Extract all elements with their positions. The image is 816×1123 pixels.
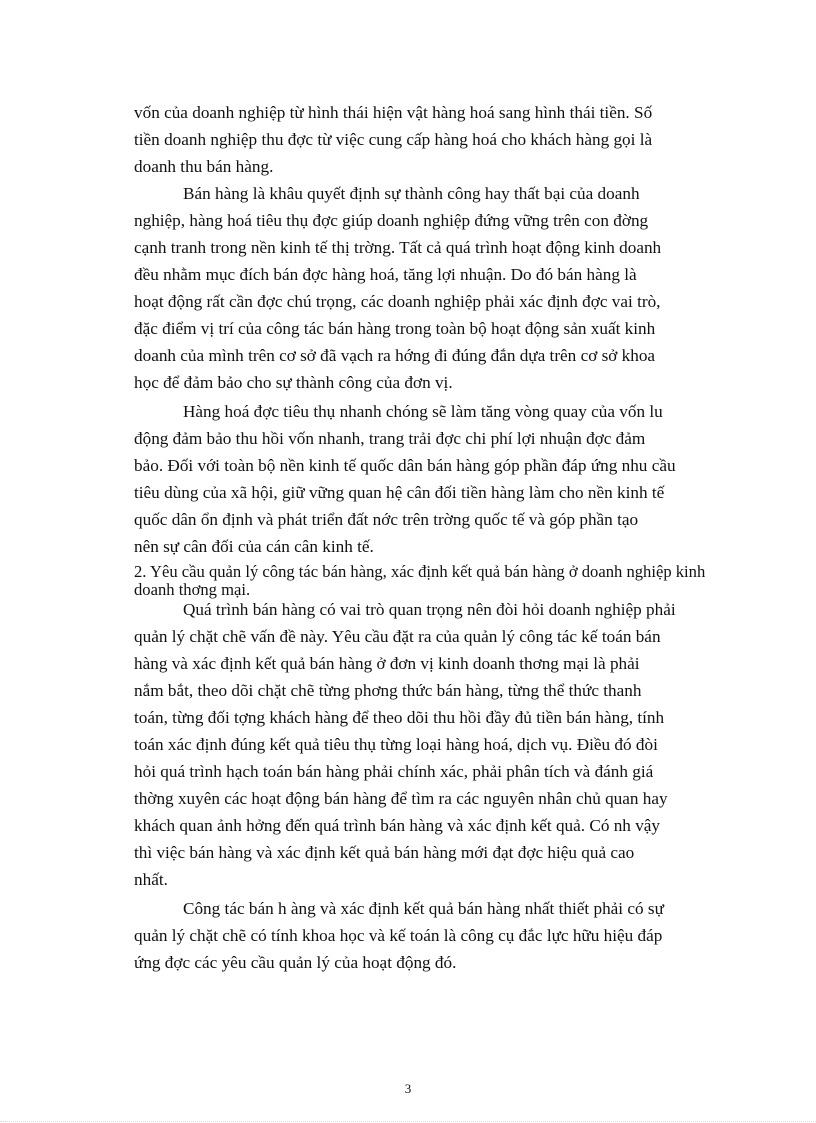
paragraph-line: nhất. (134, 870, 168, 889)
section-heading: 2. Yêu cầu quản lý công tác bán hàng, xác định kết quả bán hàng ở doanh nghiệp kinh (134, 562, 706, 581)
paragraph-line: động đảm bảo thu hồi vốn nhanh, trang trải đợc chi phí lợi nhuận đợc đảm (134, 429, 646, 448)
paragraph-line: Hàng hoá đợc tiêu thụ nhanh chóng sẽ làm tăng vòng quay của vốn lu (183, 402, 663, 421)
paragraph-line: ứng đợc các yêu cầu quản lý của hoạt động đó. (134, 953, 457, 972)
paragraph-line: vốn của doanh nghiệp từ hình thái hiện vật hàng hoá sang hình thái tiền. Số (134, 103, 653, 122)
paragraph-line: hoạt động rất cần đợc chú trọng, các doanh nghiệp phải xác định đợc vai trò, (134, 292, 661, 311)
paragraph-line: nghiệp, hàng hoá tiêu thụ đợc giúp doanh nghiệp đứng vững trên con đờng (134, 211, 649, 230)
paragraph-line: bảo. Đối với toàn bộ nền kinh tế quốc dân bán hàng góp phần đáp ứng nhu cầu (134, 456, 676, 475)
paragraph-line: toán xác định đúng kết quả tiêu thụ từng loại hàng hoá, dịch vụ. Điều đó đòi (134, 735, 658, 754)
paragraph-line: học để đảm bảo cho sự thành công của đơn vị. (134, 373, 453, 392)
paragraph-line: thờng xuyên các hoạt động bán hàng để tìm ra các nguyên nhân chủ quan hay (134, 789, 668, 808)
paragraph-line: khách quan ảnh hởng đến quá trình bán hàng và xác định kết quả. Có nh vậy (134, 816, 661, 835)
paragraph-line: hỏi quá trình hạch toán bán hàng phải chính xác, phải phân tích và đánh giá (134, 762, 654, 781)
paragraph-line: quốc dân ổn định và phát triển đất nớc trên trờng quốc tế và góp phần tạo (134, 510, 639, 529)
paragraph-line: Công tác bán h àng và xác định kết quả bán hàng nhất thiết phải có sự (183, 899, 664, 918)
paragraph-line: thì việc bán hàng và xác định kết quả bán hàng mới đạt đợc hiệu quả cao (134, 843, 635, 862)
paragraph-line: hàng và xác định kết quả bán hàng ở đơn vị kinh doanh thơng mại là phải (134, 654, 640, 673)
paragraph-line: tiền doanh nghiệp thu đợc từ việc cung cấp hàng hoá cho khách hàng gọi là (134, 130, 653, 149)
section-heading: doanh thơng mại. (134, 580, 251, 599)
paragraph-line: quản lý chặt chẽ có tính khoa học và kế toán là công cụ đắc lực hữu hiệu đáp (134, 926, 663, 945)
paragraph-line: đặc điểm vị trí của công tác bán hàng trong toàn bộ hoạt động sản xuất kinh (134, 319, 656, 338)
paragraph-line: tiêu dùng của xã hội, giữ vững quan hệ cân đối tiền hàng làm cho nền kinh tế (134, 483, 665, 502)
page-number: 3 (404, 1081, 412, 1096)
paragraph-line: nên sự cân đối của cán cân kinh tế. (134, 537, 374, 556)
paragraph-line: nắm bắt, theo dõi chặt chẽ từng phơng thức bán hàng, từng thể thức thanh (134, 681, 642, 700)
paragraph-line: toán, từng đối tợng khách hàng để theo dõi thu hồi đầy đủ tiền bán hàng, tính (134, 708, 665, 727)
paragraph-line: cạnh tranh trong nền kinh tế thị trờng. Tất cả quá trình hoạt động kinh doanh (134, 238, 662, 257)
paragraph-line: doanh thu bán hàng. (134, 157, 274, 176)
paragraph-line: đều nhằm mục đích bán đợc hàng hoá, tăng lợi nhuận. Do đó bán hàng là (134, 265, 637, 284)
paragraph-line: quản lý chặt chẽ vấn đề này. Yêu cầu đặt ra của quản lý công tác kế toán bán (134, 627, 661, 646)
paragraph-line: Bán hàng là khâu quyết định sự thành công hay thất bại của doanh (183, 184, 640, 203)
paragraph-line: doanh của mình trên cơ sở đã vạch ra hớng đi đúng đắn dựa trên cơ sở khoa (134, 346, 656, 365)
paragraph-line: Quá trình bán hàng có vai trò quan trọng nên đòi hỏi doanh nghiệp phải (183, 600, 676, 619)
